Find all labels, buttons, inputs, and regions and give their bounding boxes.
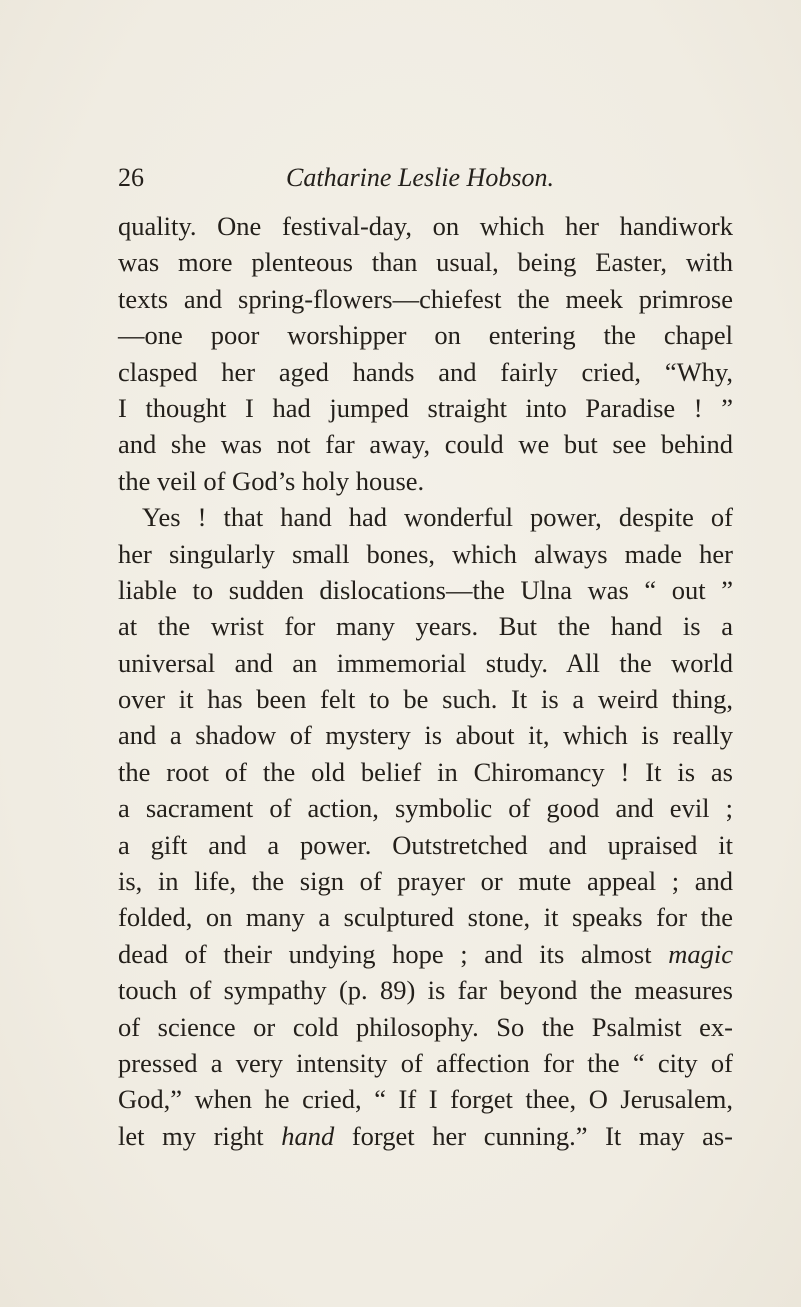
text-segment: a gift and a power. Outstretched and upraised it — [118, 829, 733, 860]
italic-word: hand — [281, 1120, 335, 1151]
text-line — [118, 754, 733, 790]
text-segment: clasped her aged hands and fairly cried, “Why, — [118, 356, 733, 387]
text-line — [118, 1009, 733, 1045]
text-segment: universal and an immemorial study. All the world — [118, 647, 733, 678]
text-segment: touch of sympathy (p. 89) is far beyond the measures — [118, 975, 733, 1006]
text-segment: pressed a very intensity of affection for the “ city of — [118, 1047, 733, 1078]
text-segment: at the wrist for many years. But the hand is a — [118, 611, 733, 642]
text-segment: God,” when he cried, “ If I forget thee, O Jerusalem, — [118, 1084, 733, 1115]
body-text — [118, 208, 733, 1154]
text-line — [118, 936, 733, 972]
text-segment: was more plenteous than usual, being Easter, with — [118, 247, 733, 278]
text-segment: over it has been felt to be such. It is a weird thing, — [118, 684, 733, 715]
text-line — [118, 354, 733, 390]
text-segment: forget her cunning.” It may as- — [334, 1120, 733, 1151]
text-line — [118, 608, 733, 644]
running-title: Catharine Leslie Hobson. — [286, 163, 554, 192]
text-segment: liable to sudden dislocations—the Ulna was “ out ” — [118, 574, 733, 605]
text-line — [118, 1118, 733, 1154]
page-header — [118, 160, 733, 196]
page-number: 26 — [118, 163, 144, 192]
text-line — [118, 244, 733, 280]
text-line — [118, 645, 733, 681]
text-segment: is, in life, the sign of prayer or mute appeal ; and — [118, 866, 733, 897]
text-line — [118, 717, 733, 753]
text-line — [118, 390, 733, 426]
text-segment: the root of the old belief in Chiromancy ! It is as — [118, 756, 733, 787]
italic-word: magic — [668, 938, 733, 969]
text-line — [118, 572, 733, 608]
text-line — [118, 426, 733, 462]
text-line — [118, 317, 733, 353]
text-line — [118, 1081, 733, 1117]
text-segment: the veil of God’s holy house. — [118, 465, 425, 496]
text-line — [118, 827, 733, 863]
text-segment: —one poor worshipper on entering the chapel — [118, 320, 733, 351]
text-line — [118, 536, 733, 572]
text-line — [118, 463, 733, 499]
text-line — [118, 208, 733, 244]
text-segment: and a shadow of mystery is about it, which is really — [118, 720, 733, 751]
text-segment: I thought I had jumped straight into Paradise ! ” — [118, 392, 733, 423]
text-line — [118, 499, 733, 535]
text-segment: of science or cold philosophy. So the Psalmist ex- — [118, 1011, 733, 1042]
text-line — [118, 281, 733, 317]
text-line — [118, 790, 733, 826]
text-segment: texts and spring-flowers—chiefest the meek primrose — [118, 283, 733, 314]
text-line — [118, 681, 733, 717]
text-line — [118, 1045, 733, 1081]
text-segment: let my right — [118, 1120, 282, 1151]
text-segment: a sacrament of action, symbolic of good and evil ; — [118, 793, 733, 824]
text-segment: quality. One festival-day, on which her handiwork — [118, 211, 733, 241]
text-line — [118, 972, 733, 1008]
text-segment: and she was not far away, could we but see behind — [118, 429, 733, 460]
text-segment: dead of their undying hope ; and its almost — [118, 938, 669, 969]
text-segment: Yes ! that hand had wonderful power, despite of — [142, 502, 733, 533]
text-segment: her singularly small bones, which always made her — [118, 538, 733, 569]
text-line — [118, 863, 733, 899]
text-segment: folded, on many a sculptured stone, it speaks for the — [118, 902, 733, 933]
text-line — [118, 899, 733, 935]
